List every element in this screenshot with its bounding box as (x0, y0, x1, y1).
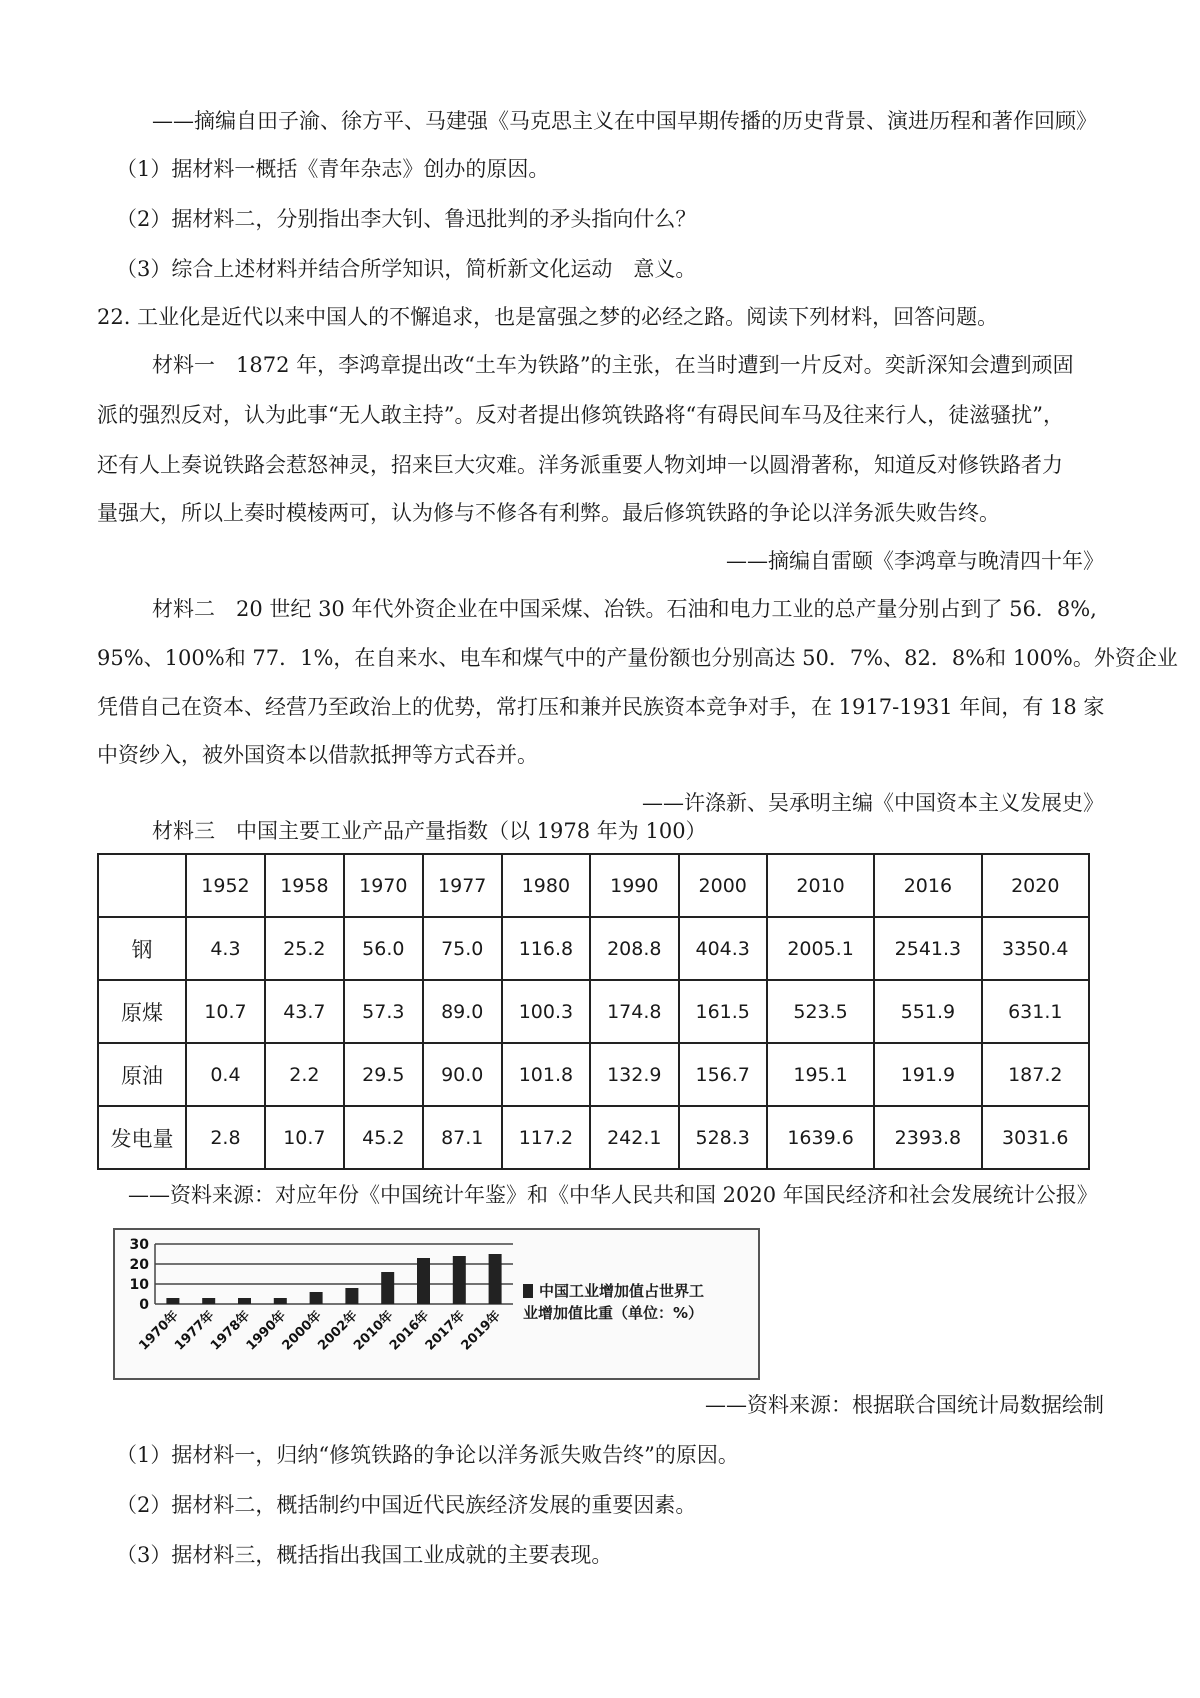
previous-question-3: （3）综合上述材料并结合所学知识，简析新文化运动 意义。 (116, 257, 697, 281)
table-cell: 101.8 (502, 1043, 590, 1106)
table-year-cell: 2020 (982, 854, 1089, 917)
table-cell: 156.7 (679, 1043, 767, 1106)
table-row-label: 发电量 (98, 1106, 186, 1169)
table-year-cell: 1990 (590, 854, 678, 917)
chart-source: ——资料来源：根据联合国统计局数据绘制 (705, 1393, 1104, 1417)
x-tick-label: 1977年 (172, 1308, 218, 1354)
y-tick-label: 20 (129, 1257, 149, 1273)
table-cell: 2005.1 (767, 917, 874, 980)
table-cell: 117.2 (502, 1106, 590, 1169)
table-cell: 90.0 (423, 1043, 502, 1106)
industrial-index-table (97, 853, 1090, 1170)
table-cell: 551.9 (874, 980, 981, 1043)
table-row-label: 钢 (98, 917, 186, 980)
table-cell: 2.8 (186, 1106, 265, 1169)
bar (238, 1298, 251, 1304)
table-cell: 10.7 (186, 980, 265, 1043)
question-22-3: （3）据材料三，概括指出我国工业成就的主要表现。 (116, 1543, 613, 1567)
table-cell: 25.2 (265, 917, 344, 980)
table-row-label: 原煤 (98, 980, 186, 1043)
table-cell: 100.3 (502, 980, 590, 1043)
table-cell: 208.8 (590, 917, 678, 980)
table-cell: 3031.6 (982, 1106, 1089, 1169)
table-year-cell: 1980 (502, 854, 590, 917)
bar (489, 1254, 502, 1304)
table-cell: 56.0 (344, 917, 423, 980)
bar (202, 1298, 215, 1304)
table-header-row (98, 854, 1089, 917)
industry-share-chart (113, 1228, 760, 1380)
table-row (98, 980, 1089, 1043)
material1-line-1: 材料一 1872 年，李鸿章提出改“土车为铁路”的主张，在当时遭到一片反对。奕訢深知会遭到顽固 (152, 353, 1074, 377)
y-tick-label: 0 (139, 1297, 149, 1313)
bar (274, 1298, 287, 1304)
table-cell: 4.3 (186, 917, 265, 980)
x-tick-label: 1978年 (207, 1308, 254, 1354)
question-22-stem: 22. 工业化是近代以来中国人的不懈追求，也是富强之梦的必经之路。阅读下列材料，回答问题。 (97, 305, 999, 329)
table-cell: 528.3 (679, 1106, 767, 1169)
table-cell: 2541.3 (874, 917, 981, 980)
table-cell: 45.2 (344, 1106, 423, 1169)
bar (381, 1272, 394, 1304)
table-corner-cell (98, 854, 186, 917)
table-cell: 2393.8 (874, 1106, 981, 1169)
x-tick-label: 2019年 (458, 1308, 504, 1354)
table-cell: 0.4 (186, 1043, 265, 1106)
table-cell: 29.5 (344, 1043, 423, 1106)
table-year-cell: 1970 (344, 854, 423, 917)
material3-title: 材料三 中国主要工业产品产量指数（以 1978 年为 100） (152, 819, 707, 843)
legend-swatch (523, 1284, 533, 1298)
table-cell: 404.3 (679, 917, 767, 980)
bar (310, 1292, 323, 1304)
table-row (98, 1043, 1089, 1106)
table-cell: 132.9 (590, 1043, 678, 1106)
legend-label-line-1: 中国工业增加值占世界工 (539, 1282, 705, 1300)
table-cell: 174.8 (590, 980, 678, 1043)
previous-question-1: （1）据材料一概括《青年杂志》创办的原因。 (116, 157, 550, 181)
bar (453, 1256, 466, 1304)
table-year-cell: 2016 (874, 854, 981, 917)
table-cell: 3350.4 (982, 917, 1089, 980)
x-tick-label: 2010年 (351, 1308, 397, 1354)
table-row (98, 1106, 1089, 1169)
table-cell: 161.5 (679, 980, 767, 1043)
table-cell: 43.7 (265, 980, 344, 1043)
x-tick-label: 2002年 (315, 1308, 361, 1354)
table-cell: 116.8 (502, 917, 590, 980)
x-tick-label: 1970年 (136, 1308, 182, 1354)
table-cell: 1639.6 (767, 1106, 874, 1169)
table-row (98, 917, 1089, 980)
material1-line-4: 量强大，所以上奏时模棱两可，认为修与不修各有利弊。最后修筑铁路的争论以洋务派失败告终。 (97, 501, 1000, 525)
table-cell: 57.3 (344, 980, 423, 1043)
material1-line-3: 还有人上奏说铁路会惹怒神灵，招来巨大灾难。洋务派重要人物刘坤一以圆滑著称，知道反对修铁路者力 (97, 453, 1063, 477)
table-cell: 87.1 (423, 1106, 502, 1169)
material2-line-4: 中资纱入，被外国资本以借款抵押等方式吞并。 (97, 743, 538, 767)
question-22-1: （1）据材料一，归纳“修筑铁路的争论以洋务派失败告终”的原因。 (116, 1443, 739, 1467)
x-tick-label: 2016年 (386, 1308, 433, 1354)
material2-line-3: 凭借自己在资本、经营乃至政治上的优势，常打压和兼并民族资本竞争对手，在 1917-1931 年间，有 18 家 (97, 695, 1105, 719)
table-year-cell: 2010 (767, 854, 874, 917)
table-year-cell: 2000 (679, 854, 767, 917)
table-cell: 89.0 (423, 980, 502, 1043)
table-cell: 187.2 (982, 1043, 1089, 1106)
x-tick-label: 2017年 (422, 1308, 469, 1354)
material2-line-1: 材料二 20 世纪 30 年代外资企业在中国采煤、冶铁。石油和电力工业的总产量分别占到了 56．8%, (152, 597, 1097, 621)
material1-line-2: 派的强烈反对，认为此事“无人敢主持”。反对者提出修筑铁路将“有碍民间车马及往来行人，徒滋骚扰”， (97, 403, 1064, 427)
x-tick-label: 2000年 (279, 1308, 325, 1354)
x-tick-label: 1990年 (243, 1308, 290, 1354)
bar (345, 1288, 358, 1304)
material2-source: ——许涤新、吴承明主编《中国资本主义发展史》 (642, 791, 1104, 815)
material1-source: ——摘编自雷颐《李鸿章与晚清四十年》 (726, 549, 1104, 573)
table-cell: 631.1 (982, 980, 1089, 1043)
table-year-cell: 1958 (265, 854, 344, 917)
table-cell: 523.5 (767, 980, 874, 1043)
table-cell: 242.1 (590, 1106, 678, 1169)
table-year-cell: 1977 (423, 854, 502, 917)
bar (166, 1298, 179, 1304)
material2-line-2: 95%、100%和 77．1%，在自来水、电车和煤气中的产量份额也分别高达 50．7%、82．8%和 100%。外资企业 (97, 646, 1178, 670)
table-cell: 75.0 (423, 917, 502, 980)
table-cell: 191.9 (874, 1043, 981, 1106)
table-cell: 195.1 (767, 1043, 874, 1106)
table-row-label: 原油 (98, 1043, 186, 1106)
y-tick-label: 30 (129, 1237, 149, 1253)
table-source: ——资料来源：对应年份《中国统计年鉴》和《中华人民共和国 2020 年国民经济和社会发展统计公报》 (128, 1183, 1098, 1207)
previous-question-source: ——摘编自田子渝、徐方平、马建强《马克思主义在中国早期传播的历史背景、演进历程和著作回顾》 (152, 109, 1097, 133)
previous-question-2: （2）据材料二，分别指出李大钊、鲁迅批判的矛头指向什么？ (116, 207, 697, 231)
y-tick-label: 10 (129, 1277, 149, 1293)
legend-label-line-2: 业增加值比重（单位：%） (523, 1304, 704, 1322)
table-cell: 10.7 (265, 1106, 344, 1169)
bar (417, 1258, 430, 1304)
table-year-cell: 1952 (186, 854, 265, 917)
question-22-2: （2）据材料二，概括制约中国近代民族经济发展的重要因素。 (116, 1493, 697, 1517)
chart-legend (523, 1280, 753, 1324)
table-cell: 2.2 (265, 1043, 344, 1106)
